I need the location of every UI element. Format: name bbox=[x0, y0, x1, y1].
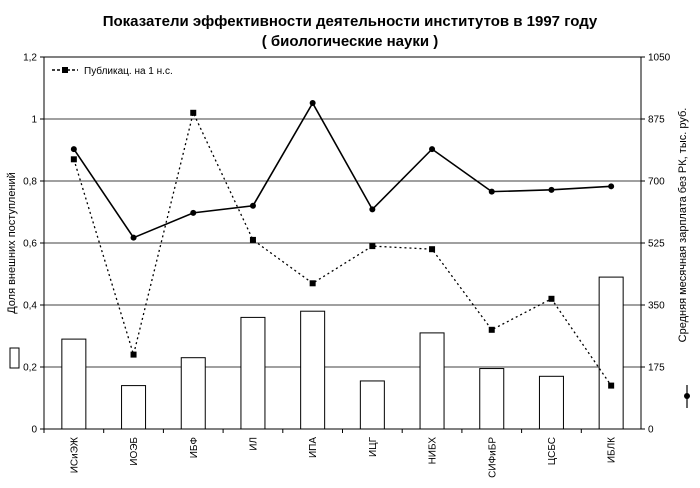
publications-point bbox=[71, 156, 77, 162]
left-axis-label: Доля внешних поступлений bbox=[6, 172, 18, 314]
left-tick-label: 0,6 bbox=[23, 238, 37, 250]
publications-point bbox=[250, 237, 256, 243]
salary-point bbox=[489, 189, 495, 195]
salary-point bbox=[369, 206, 375, 212]
line-series bbox=[71, 100, 614, 389]
publications-point bbox=[310, 280, 316, 286]
bar bbox=[420, 333, 444, 429]
salary-point bbox=[429, 146, 435, 152]
right-tick-label: 0 bbox=[648, 424, 654, 436]
salary-line bbox=[74, 103, 611, 238]
salary-point bbox=[131, 235, 137, 241]
line-legend-marker bbox=[684, 393, 690, 399]
bar bbox=[599, 277, 623, 429]
bar bbox=[480, 369, 504, 429]
salary-point bbox=[608, 183, 614, 189]
publications-point bbox=[429, 246, 435, 252]
left-tick-label: 0,2 bbox=[23, 362, 37, 374]
left-tick-label: 0 bbox=[31, 424, 37, 436]
bar-series bbox=[62, 277, 623, 429]
left-tick-label: 1,2 bbox=[23, 52, 37, 64]
category-label: ИЛ bbox=[248, 437, 260, 451]
legend-square-marker bbox=[62, 67, 68, 73]
category-label: ИБЛК bbox=[606, 437, 618, 464]
left-tick-label: 0,8 bbox=[23, 176, 37, 188]
right-tick-label: 350 bbox=[648, 300, 665, 312]
right-tick-label: 175 bbox=[648, 362, 665, 374]
category-label: ИЦГ bbox=[367, 437, 379, 457]
right-axis-label: Средняя месячная зарплата без РК, тыс. руб. bbox=[677, 107, 689, 343]
chart-title: Показатели эффективности деятельности институтов в 1997 году bbox=[102, 13, 598, 30]
chart-subtitle: ( биологические науки ) bbox=[261, 33, 439, 50]
publications-point bbox=[548, 296, 554, 302]
salary-point bbox=[310, 100, 316, 106]
salary-point bbox=[71, 146, 77, 152]
category-label: ИСиЭЖ bbox=[69, 437, 81, 474]
bar bbox=[122, 386, 146, 429]
category-labels bbox=[44, 429, 618, 478]
left-axis-label-group bbox=[6, 172, 19, 368]
left-tick-label: 0,4 bbox=[23, 300, 37, 312]
bar bbox=[539, 376, 563, 429]
publications-point bbox=[131, 352, 137, 358]
publications-point bbox=[608, 383, 614, 389]
bar bbox=[181, 358, 205, 429]
salary-point bbox=[250, 203, 256, 209]
right-tick-label: 1050 bbox=[648, 52, 671, 64]
bar-legend-swatch bbox=[10, 348, 19, 368]
publications-line bbox=[74, 113, 611, 386]
salary-point bbox=[190, 210, 196, 216]
bar bbox=[62, 339, 86, 429]
publications-point bbox=[489, 327, 495, 333]
right-tick-label: 525 bbox=[648, 238, 665, 250]
publications-point bbox=[190, 110, 196, 116]
bar bbox=[301, 311, 325, 429]
category-label: ИПА bbox=[308, 437, 320, 459]
category-label: НИБХ bbox=[427, 437, 439, 465]
category-label: ИОЭБ bbox=[129, 437, 141, 466]
legend-label: Публикац. на 1 н.с. bbox=[84, 66, 173, 77]
right-tick-label: 700 bbox=[648, 176, 665, 188]
legend bbox=[52, 65, 173, 77]
right-axis-ticks bbox=[641, 53, 671, 436]
bar bbox=[360, 381, 384, 429]
right-axis-label-group bbox=[677, 108, 690, 408]
category-label: СИФиБР bbox=[487, 437, 499, 478]
right-tick-label: 875 bbox=[648, 114, 665, 126]
left-axis-ticks bbox=[23, 53, 44, 436]
bar bbox=[241, 317, 265, 429]
publications-point bbox=[369, 243, 375, 249]
category-label: ИБФ bbox=[188, 437, 200, 459]
salary-point bbox=[548, 187, 554, 193]
left-tick-label: 1 bbox=[31, 114, 37, 126]
category-label: ЦСБС bbox=[546, 437, 558, 466]
